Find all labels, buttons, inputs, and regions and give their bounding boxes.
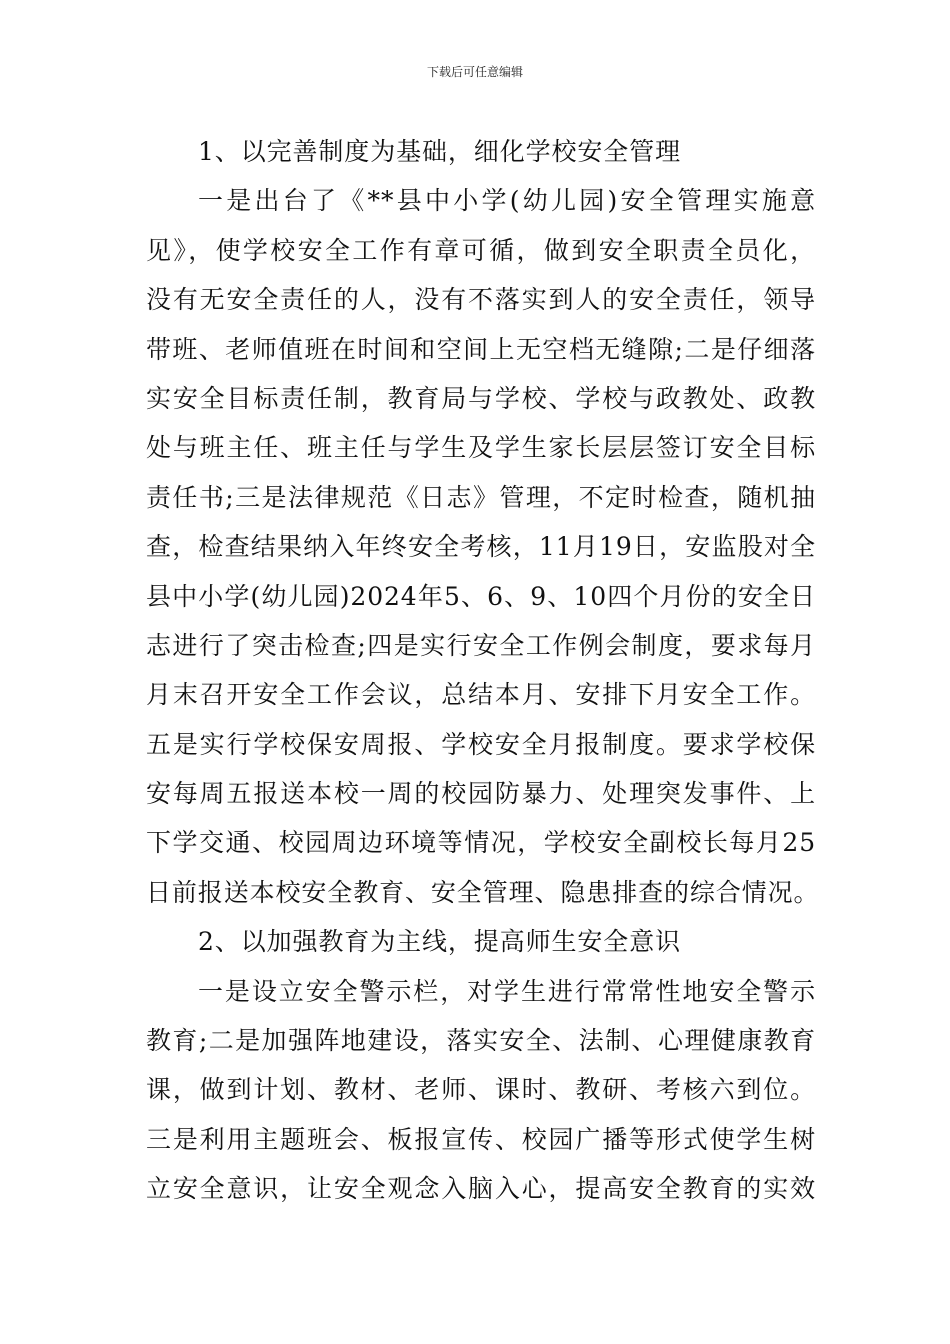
paragraph-line: 教育;二是加强阵地建设，落实安全、法制、心理健康教育	[146, 1026, 816, 1056]
paragraph-line: 县中小学(幼儿园)2024年5、6、9、10四个月份的安全日	[146, 581, 816, 611]
paragraph-line: 责任书;三是法律规范《日志》管理，不定时检查，随机抽	[146, 482, 816, 512]
document-body	[146, 127, 820, 1214]
paragraph-line: 没有无安全责任的人，没有不落实到人的安全责任，领导	[146, 285, 816, 315]
paragraph-line: 日前报送本校安全教育、安全管理、隐患排查的综合情况。	[146, 877, 820, 907]
paragraph-line: 课，做到计划、教材、老师、课时、教研、考核六到位。	[146, 1075, 816, 1105]
paragraph-line: 见》，使学校安全工作有章可循，做到安全职责全员化，	[146, 235, 816, 265]
section-heading-2: 2、以加强教育为主线，提高师生安全意识	[198, 927, 682, 957]
paragraph-line: 带班、老师值班在时间和空间上无空档无缝隙;二是仔细落	[146, 334, 816, 364]
paragraph-line: 处与班主任、班主任与学生及学生家长层层签订安全目标	[146, 433, 816, 463]
paragraph-line: 三是利用主题班会、板报宣传、校园广播等形式使学生树	[146, 1124, 816, 1154]
paragraph-line: 一是出台了《**县中小学(幼儿园)安全管理实施意	[198, 186, 816, 216]
paragraph-line: 安每周五报送本校一周的校园防暴力、处理突发事件、上	[146, 779, 816, 809]
paragraph-line: 立安全意识，让安全观念入脑入心，提高安全教育的实效	[146, 1174, 816, 1204]
paragraph-line: 下学交通、校园周边环境等情况，学校安全副校长每月25	[146, 828, 816, 858]
page-header-note: 下载后可任意编辑	[426, 65, 523, 79]
paragraph-line: 一是设立安全警示栏，对学生进行常常性地安全警示	[198, 976, 816, 1006]
paragraph-line: 志进行了突击检查;四是实行安全工作例会制度，要求每月	[146, 630, 816, 660]
paragraph-line: 查，检查结果纳入年终安全考核，11月19日，安监股对全	[146, 532, 816, 562]
paragraph-line: 五是实行学校保安周报、学校安全月报制度。要求学校保	[146, 729, 816, 759]
paragraph-line: 实安全目标责任制，教育局与学校、学校与政教处、政教	[146, 383, 816, 413]
section-heading-1: 1、以完善制度为基础，细化学校安全管理	[198, 137, 682, 166]
paragraph-line: 月末召开安全工作会议，总结本月、安排下月安全工作。	[146, 680, 816, 710]
